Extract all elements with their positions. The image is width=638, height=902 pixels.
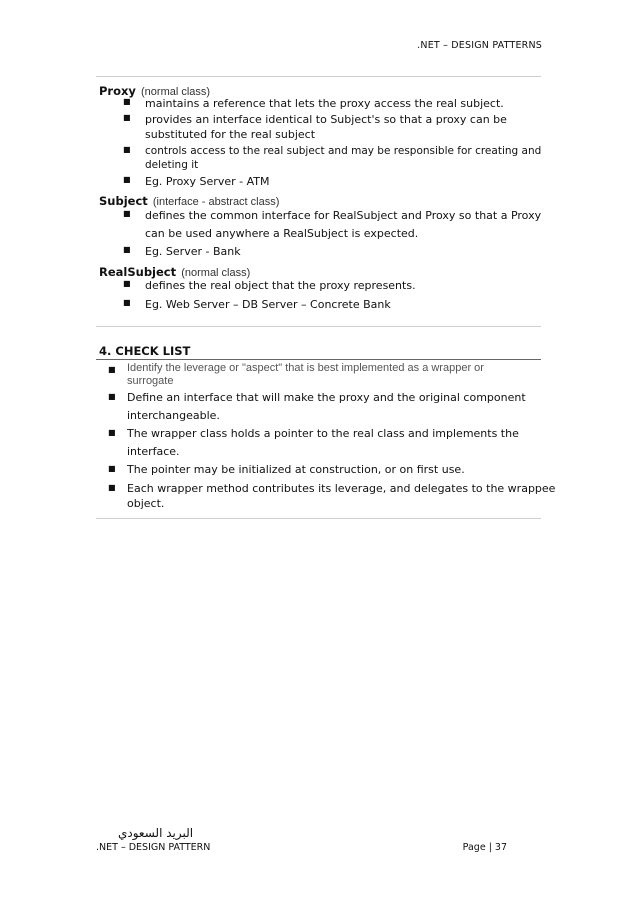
bullet-icon: ■ [123,245,131,254]
bullet-icon: ■ [123,209,131,218]
checklist-item-4: The pointer may be initialized at construction, or on first use. [127,463,465,476]
bullet-icon: ■ [123,145,131,154]
subject-item-1: defines the common interface for RealSubject and Proxy so that a Proxy [145,209,542,222]
footer-left-text: .NET – DESIGN PATTERN [96,842,211,853]
subject-heading [99,190,279,209]
checklist-heading: 4. CHECK LIST [99,344,191,358]
checklist-item-5: Each wrapper method contributes its leverage, and delegates to the wrappee [127,482,556,495]
subject-term: Subject [99,194,148,208]
bullet-icon: ■ [123,279,131,288]
bullet-icon: ■ [123,113,131,122]
subject-item-2: Eg. Server - Bank [145,245,241,258]
proxy-item-2-cont: substituted for the real subject [145,128,316,141]
checklist-item-3-cont: interface. [127,445,180,458]
bullet-icon: ■ [123,97,131,106]
bullet-icon: ■ [123,175,131,184]
header-divider [96,76,541,77]
bullet-icon: ■ [108,483,116,492]
proxy-paren: (normal class) [141,86,211,98]
bullet-icon: ■ [123,298,131,307]
checklist-item-2-cont: interchangeable. [127,409,220,422]
header-title: .NET – DESIGN PATTERNS [417,40,542,51]
checklist-item-3: The wrapper class holds a pointer to the real class and implements the [127,427,519,440]
realsubject-term: RealSubject [99,265,177,279]
bullet-icon: ■ [108,464,116,473]
proxy-item-1: maintains a reference that lets the proxy access the real subject. [145,97,504,110]
proxy-item-3: controls access to the real subject and may be responsible for creating and [145,145,542,157]
proxy-item-4: Eg. Proxy Server - ATM [145,175,270,188]
bullet-icon: ■ [108,428,116,437]
realsubject-paren: (normal class) [181,267,251,279]
proxy-item-3-cont: deleting it [145,159,199,171]
subject-paren: (interface - abstract class) [152,196,280,208]
checklist-item-2: Define an interface that will make the proxy and the original component [127,391,526,404]
proxy-term: Proxy [99,84,136,98]
section-end-divider [96,518,541,519]
realsubject-item-1: defines the real object that the proxy represents. [145,279,416,292]
checklist-underline [96,359,541,360]
page-number: Page | 37 [462,842,507,853]
bullet-icon: ■ [108,365,116,374]
section-divider [96,326,541,327]
checklist-item-1: Identify the leverage or "aspect" that is best implemented as a wrapper or [127,362,484,374]
proxy-item-2: provides an interface identical to Subject's so that a proxy can be [145,113,507,126]
bullet-icon: ■ [108,392,116,401]
checklist-item-1-cont: surrogate [127,375,174,387]
footer-arabic-text: البريد السعودي [118,826,194,840]
realsubject-item-2: Eg. Web Server – DB Server – Concrete Bank [145,298,391,311]
checklist-item-5-cont: object. [127,497,165,510]
subject-item-1-cont: can be used anywhere a RealSubject is expected. [145,227,419,240]
